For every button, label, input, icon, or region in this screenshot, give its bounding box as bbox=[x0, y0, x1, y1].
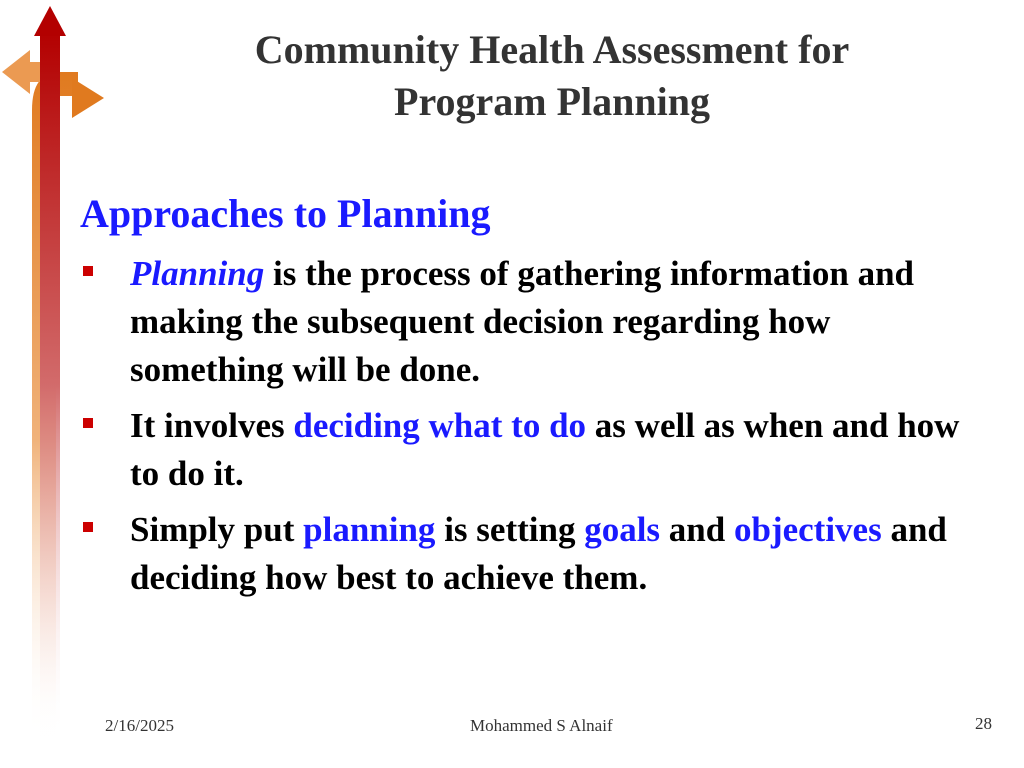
bullet-item bbox=[80, 250, 960, 394]
footer-date: 2/16/2025 bbox=[105, 716, 174, 735]
title-line-2: Program Planning bbox=[394, 79, 710, 124]
orange-right-arrow bbox=[72, 78, 104, 118]
bullet-text: is the process of gathering information and making the subsequent decision regarding how something will be done. bbox=[130, 254, 915, 389]
bullet-highlight: goals bbox=[584, 510, 661, 549]
bullet-text: is setting bbox=[435, 510, 585, 549]
square-bullet-icon bbox=[83, 418, 93, 428]
bullet-highlight: deciding what to do bbox=[293, 406, 587, 445]
bullet-highlight: planning bbox=[303, 510, 436, 549]
bullet-item bbox=[80, 402, 960, 498]
bullet-highlight: objectives bbox=[733, 510, 882, 549]
title-line-1: Community Health Assessment for bbox=[254, 27, 850, 72]
red-up-arrow bbox=[34, 6, 66, 36]
bullet-text: and bbox=[660, 510, 734, 549]
red-bar bbox=[40, 30, 60, 740]
square-bullet-icon bbox=[83, 522, 93, 532]
page-number: 28 bbox=[975, 714, 992, 733]
section-heading: Approaches to Planning bbox=[80, 191, 491, 236]
bullet-text: Simply put bbox=[130, 510, 304, 549]
footer-author: Mohammed S Alnaif bbox=[470, 716, 613, 735]
bullet-list bbox=[80, 250, 960, 610]
bullet-text: and deciding how best to achieve them. bbox=[130, 510, 947, 597]
bullet-text: Planning bbox=[130, 254, 265, 293]
square-bullet-icon bbox=[83, 266, 93, 276]
bullet-item bbox=[80, 506, 960, 602]
slide-title bbox=[150, 24, 954, 128]
bullet-text: as well as when and how to do it. bbox=[130, 406, 960, 493]
bullet-text: It involves bbox=[130, 406, 294, 445]
